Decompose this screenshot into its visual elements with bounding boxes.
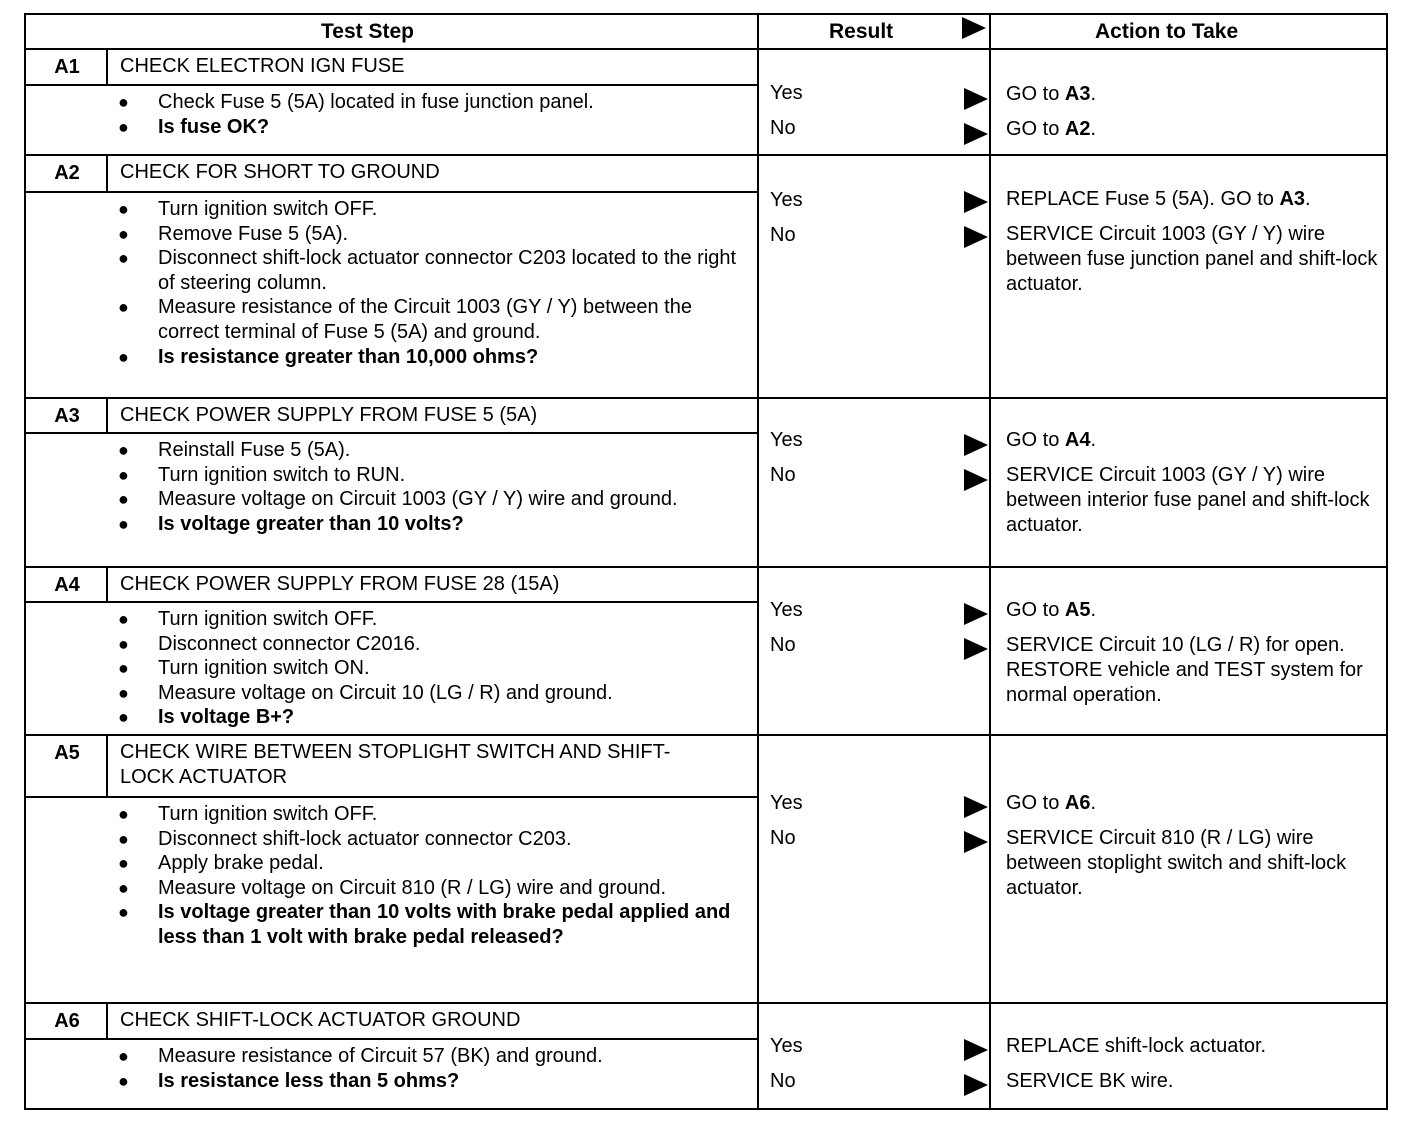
step-divider: [26, 397, 1386, 399]
arrow-right-icon: [964, 603, 988, 625]
instruction-item: ● Reinstall Fuse 5 (5A).: [118, 438, 738, 463]
step-divider: [26, 154, 1386, 156]
action-step-ref: A5: [1064, 599, 1091, 621]
action-text: GO to A3.: [1006, 83, 1097, 105]
action-step-ref: A3: [1064, 83, 1091, 105]
step-question: ● Is voltage B+?: [118, 705, 738, 730]
result-yes: Yes: [770, 82, 803, 104]
action-step-ref: A6: [1064, 792, 1091, 814]
step-code: A4: [54, 574, 80, 596]
action-step-ref: A3: [1279, 188, 1306, 210]
arrow-right-icon: [964, 226, 988, 248]
arrow-right-icon: [964, 638, 988, 660]
title-divider: [26, 432, 757, 434]
step-instructions: [118, 1044, 738, 1093]
result-yes: Yes: [770, 189, 803, 211]
title-divider: [26, 796, 757, 798]
action-text: GO to A5.: [1006, 599, 1097, 621]
instruction-item: ● Turn ignition switch ON.: [118, 656, 738, 681]
instruction-item: ● Check Fuse 5 (5A) located in fuse junction panel.: [118, 90, 738, 115]
result-no: No: [770, 1070, 796, 1092]
instruction-item: ● Measure voltage on Circuit 10 (LG / R) and ground.: [118, 681, 738, 706]
instruction-item: ● Remove Fuse 5 (5A).: [118, 222, 738, 247]
step-instructions: [118, 802, 738, 950]
step-question: ● Is resistance less than 5 ohms?: [118, 1069, 738, 1094]
instruction-item: ● Disconnect connector C2016.: [118, 632, 738, 657]
instruction-item: ● Measure voltage on Circuit 1003 (GY / Y) wire and ground.: [118, 487, 738, 512]
title-divider: [26, 601, 757, 603]
title-divider: [26, 191, 757, 193]
arrow-right-icon: [964, 434, 988, 456]
step-divider: [26, 734, 1386, 736]
arrow-right-icon: [964, 1074, 988, 1096]
action-text: GO to A4.: [1006, 429, 1097, 451]
instruction-item: ● Measure resistance of Circuit 57 (BK) and ground.: [118, 1044, 738, 1069]
step-question: ● Is voltage greater than 10 volts with brake pedal applied and less than 1 volt with brake pedal released?: [118, 900, 738, 949]
step-instructions: [118, 90, 738, 139]
header-action: Action to Take: [1095, 20, 1239, 43]
step-title: CHECK POWER SUPPLY FROM FUSE 28 (15A): [120, 573, 560, 595]
arrow-right-icon: [964, 831, 988, 853]
step-title: CHECK FOR SHORT TO GROUND: [120, 161, 440, 183]
step-question: ● Is voltage greater than 10 volts?: [118, 512, 738, 537]
header-result: Result: [829, 20, 894, 43]
result-no: No: [770, 224, 796, 246]
result-no: No: [770, 634, 796, 656]
step-instructions: [118, 438, 738, 536]
arrow-right-icon: [964, 469, 988, 491]
step-question: ● Is fuse OK?: [118, 115, 738, 140]
step-code: A2: [54, 162, 80, 184]
action-text: REPLACE Fuse 5 (5A). GO to A3.: [1006, 188, 1311, 210]
action-text: SERVICE BK wire.: [1006, 1070, 1174, 1092]
header-divider: [26, 48, 1386, 50]
result-yes: Yes: [770, 792, 803, 814]
step-code: A6: [54, 1010, 80, 1032]
title-divider: [26, 1038, 757, 1040]
step-title: CHECK POWER SUPPLY FROM FUSE 5 (5A): [120, 404, 538, 426]
header-arrow-icon: [962, 17, 986, 39]
action-text: SERVICE Circuit 1003 (GY / Y) wire between interior fuse panel and shift-lock actuator.: [1006, 464, 1370, 536]
header-test-step: Test Step: [321, 20, 414, 43]
divider-step-result: [757, 15, 759, 1108]
step-divider: [26, 566, 1386, 568]
step-code: A1: [54, 56, 80, 78]
arrow-right-icon: [964, 1039, 988, 1061]
step-title: CHECK ELECTRON IGN FUSE: [120, 55, 405, 77]
arrow-right-icon: [964, 88, 988, 110]
result-yes: Yes: [770, 429, 803, 451]
action-text: GO to A2.: [1006, 118, 1097, 140]
arrow-right-icon: [964, 123, 988, 145]
instruction-item: ● Disconnect shift-lock actuator connector C203 located to the right of steering column.: [118, 246, 738, 295]
result-no: No: [770, 464, 796, 486]
step-question: ● Is resistance greater than 10,000 ohms?: [118, 345, 738, 370]
arrow-right-icon: [964, 191, 988, 213]
instruction-item: ● Turn ignition switch to RUN.: [118, 463, 738, 488]
instruction-item: ● Turn ignition switch OFF.: [118, 607, 738, 632]
instruction-item: ● Disconnect shift-lock actuator connector C203.: [118, 827, 738, 852]
divider-result-action: [989, 15, 991, 1108]
step-code: A3: [54, 405, 80, 427]
instruction-item: ● Apply brake pedal.: [118, 851, 738, 876]
action-step-ref: A2: [1064, 118, 1091, 140]
instruction-item: ● Measure voltage on Circuit 810 (R / LG) wire and ground.: [118, 876, 738, 901]
result-no: No: [770, 117, 796, 139]
step-title: CHECK SHIFT-LOCK ACTUATOR GROUND: [120, 1009, 521, 1031]
step-instructions: [118, 607, 738, 730]
step-title: CHECK WIRE BETWEEN STOPLIGHT SWITCH AND SHIFT-LOCK ACTUATOR: [120, 741, 671, 788]
arrow-right-icon: [964, 796, 988, 818]
step-code: A5: [54, 742, 80, 764]
action-step-ref: A4: [1064, 429, 1091, 451]
step-divider: [26, 1002, 1386, 1004]
action-text: SERVICE Circuit 810 (R / LG) wire between stoplight switch and shift-lock actuator.: [1006, 827, 1347, 899]
title-divider: [26, 84, 757, 86]
action-text: SERVICE Circuit 1003 (GY / Y) wire between fuse junction panel and shift-lock actuator.: [1006, 223, 1378, 295]
action-text: GO to A6.: [1006, 792, 1097, 814]
result-no: No: [770, 827, 796, 849]
diagnostic-table: [24, 13, 1388, 1110]
action-text: REPLACE shift-lock actuator.: [1006, 1035, 1267, 1057]
result-yes: Yes: [770, 1035, 803, 1057]
instruction-item: ● Turn ignition switch OFF.: [118, 197, 738, 222]
step-instructions: [118, 197, 738, 369]
instruction-item: ● Measure resistance of the Circuit 1003 (GY / Y) between the correct terminal of Fuse 5 (5A) and ground.: [118, 295, 738, 344]
instruction-item: ● Turn ignition switch OFF.: [118, 802, 738, 827]
result-yes: Yes: [770, 599, 803, 621]
action-text: SERVICE Circuit 10 (LG / R) for open. RESTORE vehicle and TEST system for normal operation.: [1006, 634, 1363, 706]
